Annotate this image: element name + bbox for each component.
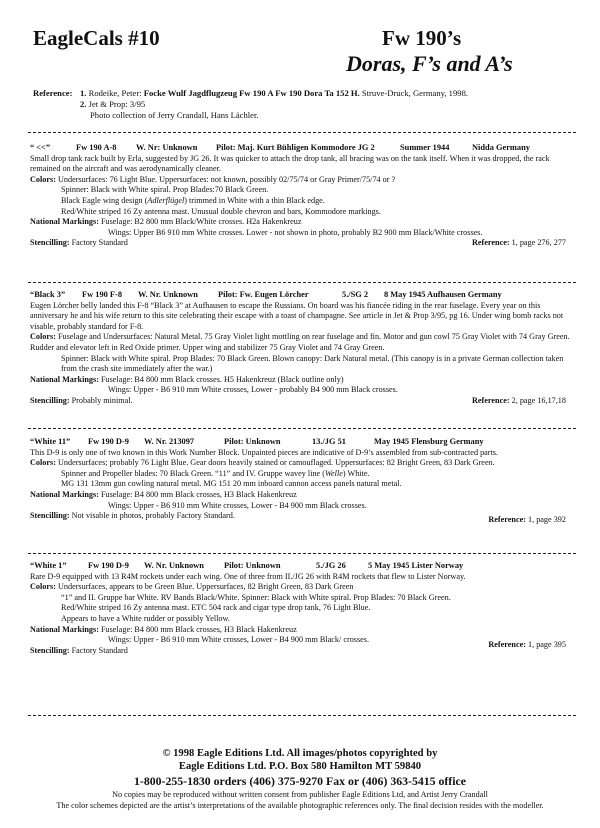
national-markings-wings: Wings: Upper B6 910 mm White crosses. Lower - not shown in photo, probably B2 900 mm Black/White crosses. <box>108 227 483 237</box>
aircraft-subtitle: Doras, F’s and A’s <box>346 51 513 76</box>
date-location: May 1945 Flensburg Germany <box>374 437 484 446</box>
reference-value: 2, page 16,17,18 <box>511 395 566 405</box>
footer-address: Eagle Editions Ltd. P.O. Box 580 Hamilton MT 59840 <box>178 761 422 772</box>
divider <box>28 132 576 133</box>
entry-title <box>30 143 576 154</box>
divider <box>28 553 576 554</box>
colors-label: Colors: <box>30 332 56 342</box>
footer-notice: No copies may be reproduced without written consent from publisher Eagle Editions Ltd, and Artist Jerry Crandall <box>112 790 488 799</box>
stencilling-text: Probably minimal. <box>71 395 133 405</box>
pilot: Pilot: Unknown <box>224 561 281 570</box>
national-markings-label: National Markings: <box>30 624 99 634</box>
work-number: W. Nr. 213097 <box>144 437 195 446</box>
references-label: Reference: <box>33 88 73 98</box>
aircraft-code: “White 1” <box>30 561 67 570</box>
entry-title <box>30 561 576 572</box>
aircraft-code: “White 11” <box>30 437 71 446</box>
reference-3-text: Photo collection of Jerry Crandall, Hans Lächler. <box>90 110 259 120</box>
entry-description: Eugen Lörcher belly landed this F-8 “Black 3” at Aufhausen to escape the Russians. On board was his fiancée riding in the rear fuselage. Every year on this anniversary he and his wife return to this site celebrating their escape with a toast of champagne. See article in Jet & Prop 3/95, pg 16. Under wing bomb racks not visable, probably standard for F-8. <box>30 300 564 331</box>
date-location: 8 May 1945 Aufhausen Germany <box>384 290 502 299</box>
aircraft-title: Fw 190’s <box>382 26 462 50</box>
unit: 5./SG 2 <box>342 290 369 299</box>
national-markings-label: National Markings: <box>30 489 99 499</box>
colors-text: Spinner and Propeller blades: 70 Black Green. “11” and IV. Gruppe wavey line ( <box>61 468 325 478</box>
pilot: Pilot: Maj. Kurt Bühligen Kommodore JG 2 <box>216 143 375 152</box>
unit: 5./JG 26 <box>316 561 346 570</box>
footer-copyright: © 1998 Eagle Editions Ltd. All images/photos copyrighted by <box>162 748 438 759</box>
reference-label: Reference: <box>472 395 510 405</box>
aircraft-code: “ <<” <box>30 143 51 152</box>
footer-phones: 1-800-255-1830 orders (406) 375-9270 Fax or (406) 363-5415 office <box>134 774 466 788</box>
unit: 13./JG 51 <box>312 437 346 446</box>
colors-text: Undersurfaces: 76 Light Blue. Uppersurfaces: not known, possibly 02/75/74 or Gray Primer/75/74 or ? <box>57 174 396 184</box>
colors-text: Undersurfaces, appears to be Green Blue. Uppersurfaces, 82 Bright Green, 83 Dark Green <box>57 582 354 592</box>
colors-line: Red/White striped 16 Zy antenna mast. Unusual double chevron and bars, Kommodore markings. <box>61 206 381 216</box>
colors-line: Red/White striped 16 Zy antenna mast. ETC 504 rack and cigar type drop tank, 76 Light Blue. <box>61 603 371 613</box>
colors-line: Appears to have a White rudder or possibly Yellow. <box>61 613 230 623</box>
entry-2 <box>30 290 576 407</box>
colors-label: Colors: <box>30 582 56 592</box>
national-markings-text: Fuselage: B4 800 mm Black crosses, H3 Black Hakenkreuz <box>100 489 297 499</box>
stencilling-label: Stencilling: <box>30 395 70 405</box>
reference-label: Reference: <box>488 639 526 649</box>
divider <box>28 282 576 283</box>
pilot: Pilot: Unknown <box>224 437 281 446</box>
reference-2-number: 2. <box>80 99 87 109</box>
entry-description: Small drop tank rack built by Erla, suggested by JG 26. It was quicker to attach the drop tank, all bracing was on the tank itself. When it was dropped, the rack remained on the aircraft and was aerodynamically cleaner. <box>30 153 550 174</box>
colors-line: Spinner: Black with White spiral. Prop Blades: 70 Black Green. Blown canopy: Dark Natural metal. (This canopy is in a private German collection taken from the crash site immediately after the war.) <box>61 353 564 374</box>
references-block <box>33 88 573 121</box>
national-markings-text: Fuselage: B4 800 mm Black crosses. H5 Hakenkreuz (Black outline only) <box>100 374 344 384</box>
national-markings-text: Fuselage: B2 800 mm Black/White crosses. H2a Hakenkreuz <box>100 217 302 227</box>
entry-title <box>30 437 576 448</box>
stencilling-label: Stencilling: <box>30 645 70 655</box>
colors-line <box>30 196 576 207</box>
entry-description: This D-9 is only one of two known in this Work Number Block. Unpainted pieces are indicative of D-9’s assembled from sub-contracted parts. <box>30 447 499 457</box>
reference-value: 1, page 395 <box>528 639 566 649</box>
stencilling-label: Stencilling: <box>30 238 70 248</box>
national-markings-label: National Markings: <box>30 217 99 227</box>
stencilling-text: Factory Standard <box>71 645 128 655</box>
colors-line <box>30 469 576 480</box>
pilot: Pilot: Fw. Eugen Lörcher <box>218 290 309 299</box>
national-markings-wings: Wings: Upper - B6 910 mm White crosses, Lower - B4 900 mm Black crosses. <box>108 500 367 510</box>
colors-text: ) White. <box>342 468 370 478</box>
colors-text: Black Eagle wing design ( <box>61 195 148 205</box>
colors-term: Welle <box>324 468 343 478</box>
location: Nidda Germany <box>472 143 530 152</box>
work-number: W. Nr: Unknown <box>136 143 198 152</box>
national-markings-wings: Wings: Upper - B6 910 mm White crosses, Lower - B4 900 mm Black/ crosses. <box>108 635 370 645</box>
divider <box>28 715 576 716</box>
national-markings-text: Fuselage: B4 800 mm Black crosses, H3 Black Hakenkreuz <box>100 624 297 634</box>
date-location: 5 May 1945 Lister Norway <box>368 561 464 570</box>
footer-disclaimer: The color schemes depicted are the artist’s interpretations of the available photographic references only. The final decision resides with the modeller. <box>56 801 544 810</box>
entry-title <box>30 290 576 301</box>
colors-line: MG 131 13mm gun cowling natural metal. MG 151 20 mm inboard cannon access panels natural metal. <box>61 479 402 489</box>
colors-line: Spinner: Black with White spiral. Prop Blades:70 Black Green. <box>61 185 269 195</box>
colors-label: Colors: <box>30 174 56 184</box>
entry-description: Rare D-9 equipped with 13 R4M rockets under each wing. One of three from II./JG 26 with R4M rockets that flew to Lister Norway. <box>30 571 466 581</box>
colors-text: ) trimmed in White with a thin Black edge. <box>184 195 325 205</box>
colors-label: Colors: <box>30 458 56 468</box>
reference-value: 1, page 392 <box>528 515 566 525</box>
aircraft-type: Fw 190 D-9 <box>88 437 129 446</box>
entry-3 <box>30 437 576 526</box>
entry-1 <box>30 143 576 249</box>
national-markings-label: National Markings: <box>30 374 99 384</box>
reference-value: 1, page 276, 277 <box>511 238 566 248</box>
colors-term: Adlerflügel <box>147 195 185 205</box>
work-number: W. Nr. Unknown <box>138 290 198 299</box>
entry-4 <box>30 561 576 656</box>
colors-text: Fuselage and Undersurfaces: Natural Metal. 75 Gray Violet light mottling on rear fuselage and fin. Motor and gun cowl 75 Gray Violet with 74 Gray Green. Rudder and elevator left in Red Oxide primer. Upper wing and stabilizer 75 Gray Violet and 74 Gray Green. <box>30 332 570 352</box>
aircraft-type: Fw 190 F-8 <box>82 290 123 299</box>
reference-1-title: Focke Wulf Jagdflugzeug Fw 190 A Fw 190 Dora Ta 152 H. <box>143 88 360 98</box>
aircraft-type: Fw 190 D-9 <box>88 561 129 570</box>
stencilling-label: Stencilling: <box>30 511 70 521</box>
work-number: W. Nr. Unknown <box>144 561 204 570</box>
colors-line: “1” and II. Gruppe bar White. RV Bands Black/White. Spinner: Black with White spiral. Prop Blades: 70 Black Green. <box>61 592 451 602</box>
aircraft-code: “Black 3” <box>30 290 66 299</box>
reference-1-author: Rodeike, Peter: <box>88 88 142 98</box>
aircraft-type: Fw 190 A-8 <box>76 143 117 152</box>
reference-label: Reference: <box>472 238 510 248</box>
reference-1-number: 1. <box>80 88 87 98</box>
stencilling-text: Not visable in photos, probably Factory Standard. <box>71 511 235 521</box>
reference-1-publisher: Struve-Druck, Germany, 1998. <box>361 88 469 98</box>
colors-text: Undersurfaces; probably 76 Light Blue. Gear doors heavily stained or camouflaged. Uppersurfaces: 82 Bright Green, 83 Dark Green. <box>57 458 495 468</box>
reference-label: Reference: <box>488 515 526 525</box>
stencilling-text: Factory Standard <box>71 238 128 248</box>
sheet-title: EagleCals #10 <box>33 26 160 50</box>
divider <box>28 428 576 429</box>
date: Summer 1944 <box>400 143 450 152</box>
national-markings-wings: Wings: Upper - B6 910 mm White crosses, Lower - probably B4 900 mm Black crosses. <box>108 385 398 395</box>
reference-2-text: Jet & Prop: 3/95 <box>88 99 146 109</box>
